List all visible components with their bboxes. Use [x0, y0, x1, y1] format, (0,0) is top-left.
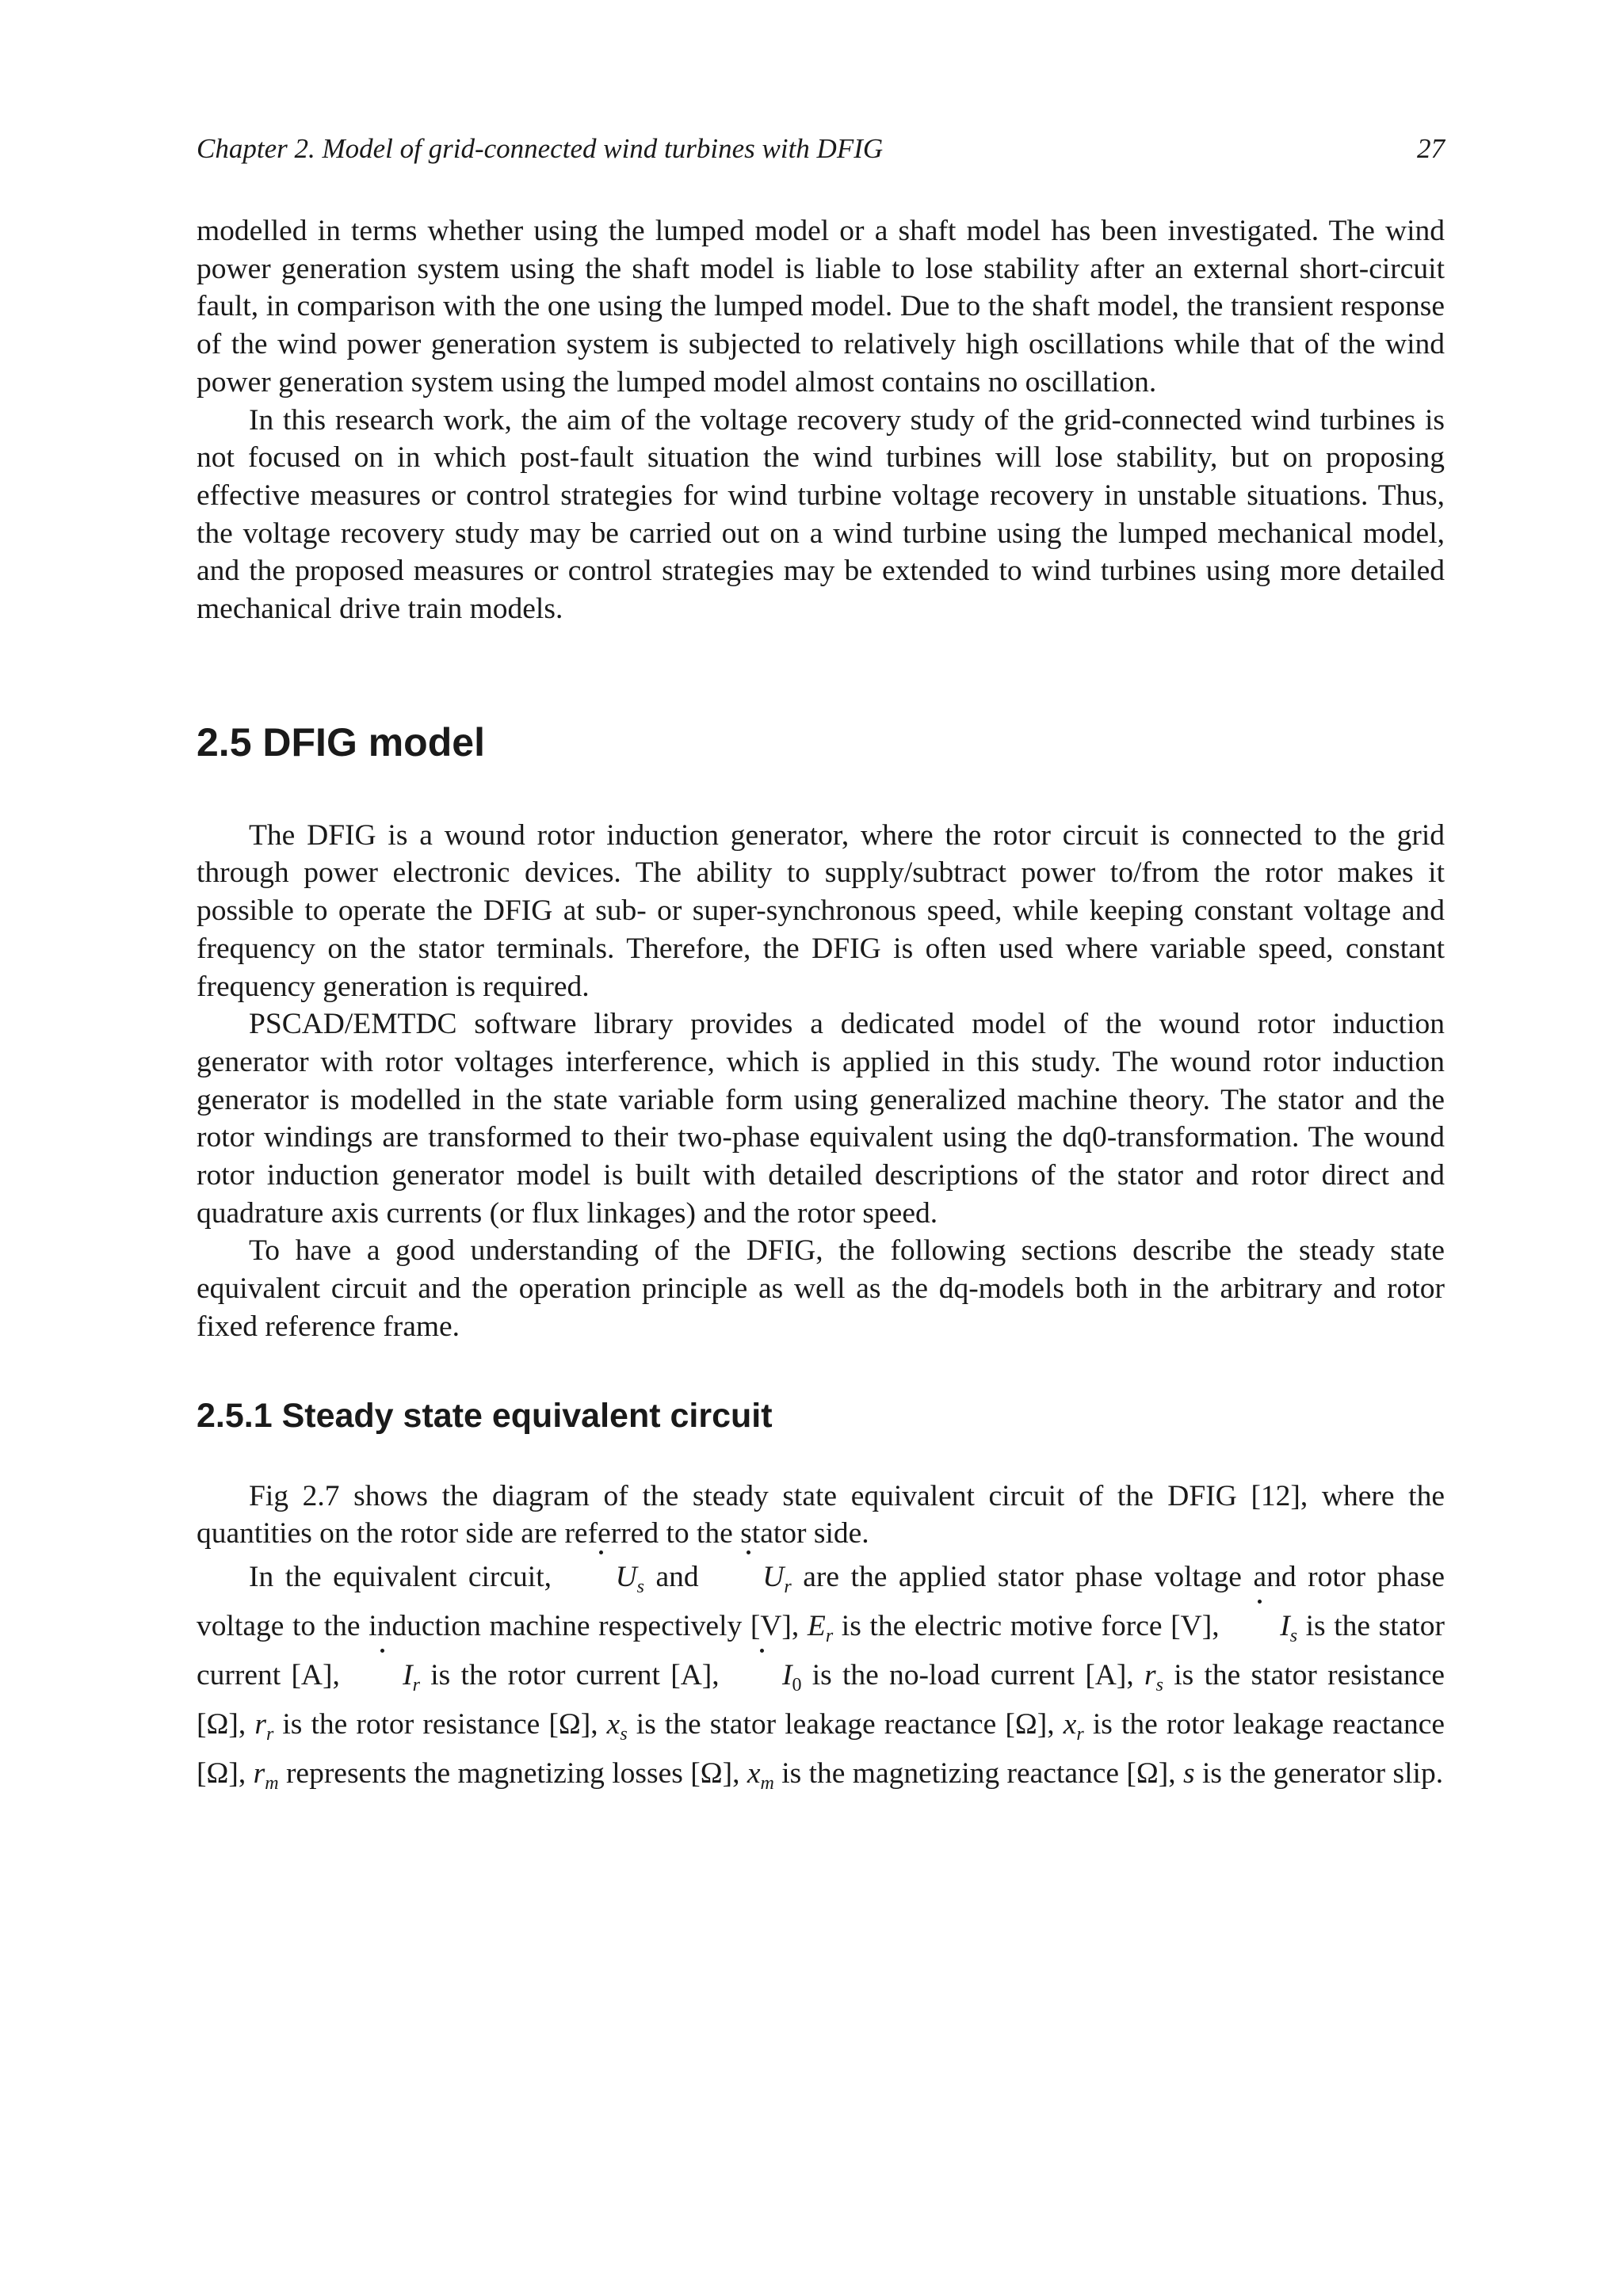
rotor-reactance-symbol: x: [1063, 1707, 1077, 1741]
spacer: [197, 1346, 1445, 1395]
magnetizing-loss-symbol: r: [253, 1756, 265, 1790]
magnetizing-reactance-symbol: x: [747, 1756, 761, 1790]
section-heading: 2.5 DFIG model: [197, 719, 485, 765]
spacer: [197, 1436, 1445, 1478]
paragraph: The DFIG is a wound rotor induction generator, where the rotor circuit is connected to the grid through power electronic devices. The ability to supply/subtract power to/from the rotor makes it possible to operate the DFIG at sub- or super-synchronous speed, while keeping constant voltage and frequency on the stator terminals. Therefore, the DFIG is often used where variable speed, constant frequency generation is required.: [197, 818, 1445, 1003]
paragraph: PSCAD/EMTDC software library provides a dedicated model of the wound rotor induction generator with rotor voltages interference, which is applied in this study. The wound rotor induction generator is modelled in the state variable form using generalized machine theory. The stator and the rotor windings are transformed to their two-phase equivalent using the dq0-transformation. The wound rotor induction generator model is built with detailed descriptions of the stator and rotor direct and quadrature axis currents (or flux linkages) and the rotor speed.: [197, 1008, 1445, 1230]
paragraph: Fig 2.7 shows the diagram of the steady state equivalent circuit of the DFIG [12], where the quantities on the rotor side are referred to the stator side.: [197, 1479, 1445, 1550]
paragraph: modelled in terms whether using the lumped model or a shaft model has been investigated. The wind power generation system using the shaft model is liable to lose stability after an external short-circuit fault, in comparison with the one using the lumped model. Due to the shaft model, the transient response of the wind power generation system is subjected to relatively high oscillations while that of the wind power generation system using the lumped model almost contains no oscillation.: [197, 215, 1445, 399]
symbol-definitions-paragraph: In the equivalent circuit, $U_s$ and $U_r$ are the applied stator phase voltage and rotor phase voltage to the induction machine respectively [V], $E_r$ is the electric motive force [V], $I_s$ is the stator current [A], $I_r$ is the rotor current [A], $I_0$ is the no-load current [A], $r_s$ is the stator resistance [Ω], $r_r$ is the rotor resistance [Ω], $x_s$ is the stator leakage reactance [Ω], $x_r$ is the rotor leakage reactance [Ω], $r_m$ represents the magnetizing losses [Ω], $x_m$ is the magnetizing reactance [Ω], s is the generator slip.: [197, 1553, 1445, 1798]
stator-current-symbol: I: [1228, 1602, 1290, 1651]
subsection-heading: 2.5.1 Steady state equivalent circuit: [197, 1396, 773, 1435]
body-text: [197, 212, 1445, 1798]
stator-resistance-symbol: r: [1144, 1658, 1156, 1691]
spacer: [197, 766, 1445, 817]
paragraph: In this research work, the aim of the voltage recovery study of the grid-connected wind turbines is not focused on in which post-fault situation the wind turbines will lose stability, but on proposing effective measures or control strategies for wind turbine voltage recovery in unstable situations. Thus, the voltage recovery study may be carried out on a wind turbine using the lumped mechanical model, and the proposed measures or control strategies may be extended to wind turbines using more detailed mechanical drive train models.: [197, 403, 1445, 626]
no-load-current-symbol: I: [730, 1651, 792, 1700]
slip-symbol: s: [1183, 1756, 1195, 1790]
emf-symbol: E: [807, 1609, 826, 1642]
chapter-title: Chapter 2. Model of grid-connected wind turbines with DFIG: [197, 133, 884, 164]
rotor-current-symbol: I: [350, 1651, 413, 1700]
rotor-resistance-symbol: r: [254, 1707, 266, 1741]
stator-reactance-symbol: x: [606, 1707, 621, 1741]
spacer: [197, 628, 1445, 719]
stator-voltage-symbol: U: [563, 1553, 637, 1602]
running-header: [197, 133, 1445, 173]
paragraph: To have a good understanding of the DFIG, the following sections describe the steady state equivalent circuit and the operation principle as well as the dq-models both in the arbitrary and rotor fixed reference frame.: [197, 1234, 1445, 1343]
rotor-voltage-symbol: U: [710, 1553, 784, 1602]
page-number: 27: [1417, 133, 1445, 164]
